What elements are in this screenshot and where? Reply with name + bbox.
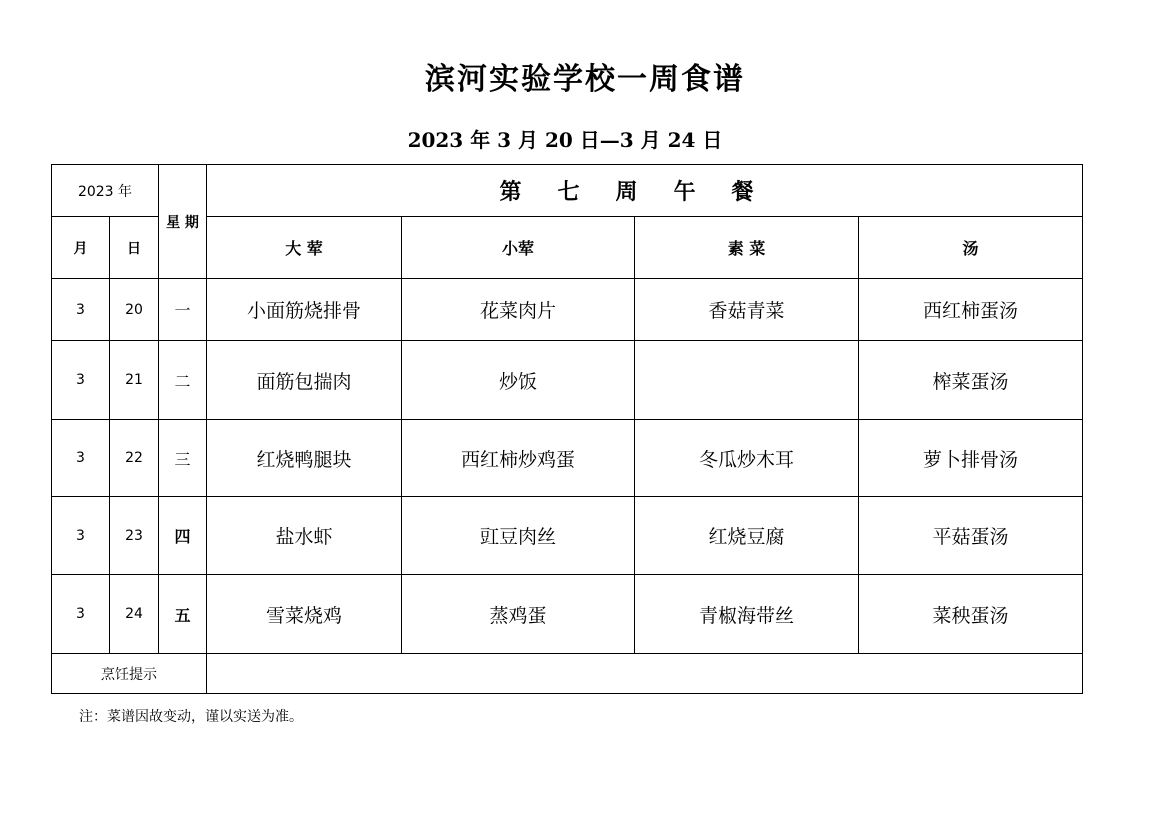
dish-side-meat: 蒸鸡蛋 [402,575,635,654]
day-cell: 21 [110,341,159,420]
month-cell: 3 [52,497,110,575]
table-row [52,341,1083,420]
weekday-cell: 四 [159,497,207,575]
weekday-header: 星 期 [159,165,207,279]
week-meal-header: 第七周午餐 [207,165,1083,217]
col-header-vegetable: 素 菜 [635,217,859,279]
table-row [52,279,1083,341]
menu-table [51,164,1083,694]
day-cell: 24 [110,575,159,654]
col-header-side-meat: 小荤 [402,217,635,279]
day-cell: 20 [110,279,159,341]
month-cell: 3 [52,279,110,341]
dish-side-meat: 西红柿炒鸡蛋 [402,420,635,497]
dish-soup: 菜秧蛋汤 [859,575,1083,654]
weekday-cell: 五 [159,575,207,654]
dish-soup: 萝卜排骨汤 [859,420,1083,497]
weekday-cell: 一 [159,279,207,341]
table-row [52,497,1083,575]
cooking-tip-label: 烹饪提示 [52,654,207,694]
dish-side-meat: 炒饭 [402,341,635,420]
day-cell: 22 [110,420,159,497]
year-header: 2023 年 [52,165,159,217]
table-row [52,420,1083,497]
dish-side-meat: 豇豆肉丝 [402,497,635,575]
dish-soup: 榨菜蛋汤 [859,341,1083,420]
dish-vegetable: 香菇青菜 [635,279,859,341]
page-title: 滨河实验学校一周食谱 [425,62,745,97]
cooking-tip-content [207,654,1083,694]
weekday-cell: 三 [159,420,207,497]
dish-vegetable: 青椒海带丝 [635,575,859,654]
day-header: 日 [110,217,159,279]
month-header: 月 [52,217,110,279]
month-cell: 3 [52,341,110,420]
month-cell: 3 [52,575,110,654]
dish-soup: 西红柿蛋汤 [859,279,1083,341]
dish-vegetable: 红烧豆腐 [635,497,859,575]
col-header-main-meat: 大 荤 [207,217,402,279]
dish-vegetable: 冬瓜炒木耳 [635,420,859,497]
month-cell: 3 [52,420,110,497]
col-header-soup: 汤 [859,217,1083,279]
dish-main-meat: 盐水虾 [207,497,402,575]
day-cell: 23 [110,497,159,575]
dish-main-meat: 小面筋烧排骨 [207,279,402,341]
dish-main-meat: 红烧鸭腿块 [207,420,402,497]
table-row [52,575,1083,654]
dish-soup: 平菇蛋汤 [859,497,1083,575]
dish-side-meat: 花菜肉片 [402,279,635,341]
dish-main-meat: 面筋包揣肉 [207,341,402,420]
dish-main-meat: 雪菜烧鸡 [207,575,402,654]
dish-vegetable [635,341,859,420]
footnote: 注：菜谱因故变动，谨以实送为准。 [79,709,303,725]
date-range: 2023 年 3 月 20 日—3 月 24 日 [407,128,723,152]
weekday-cell: 二 [159,341,207,420]
